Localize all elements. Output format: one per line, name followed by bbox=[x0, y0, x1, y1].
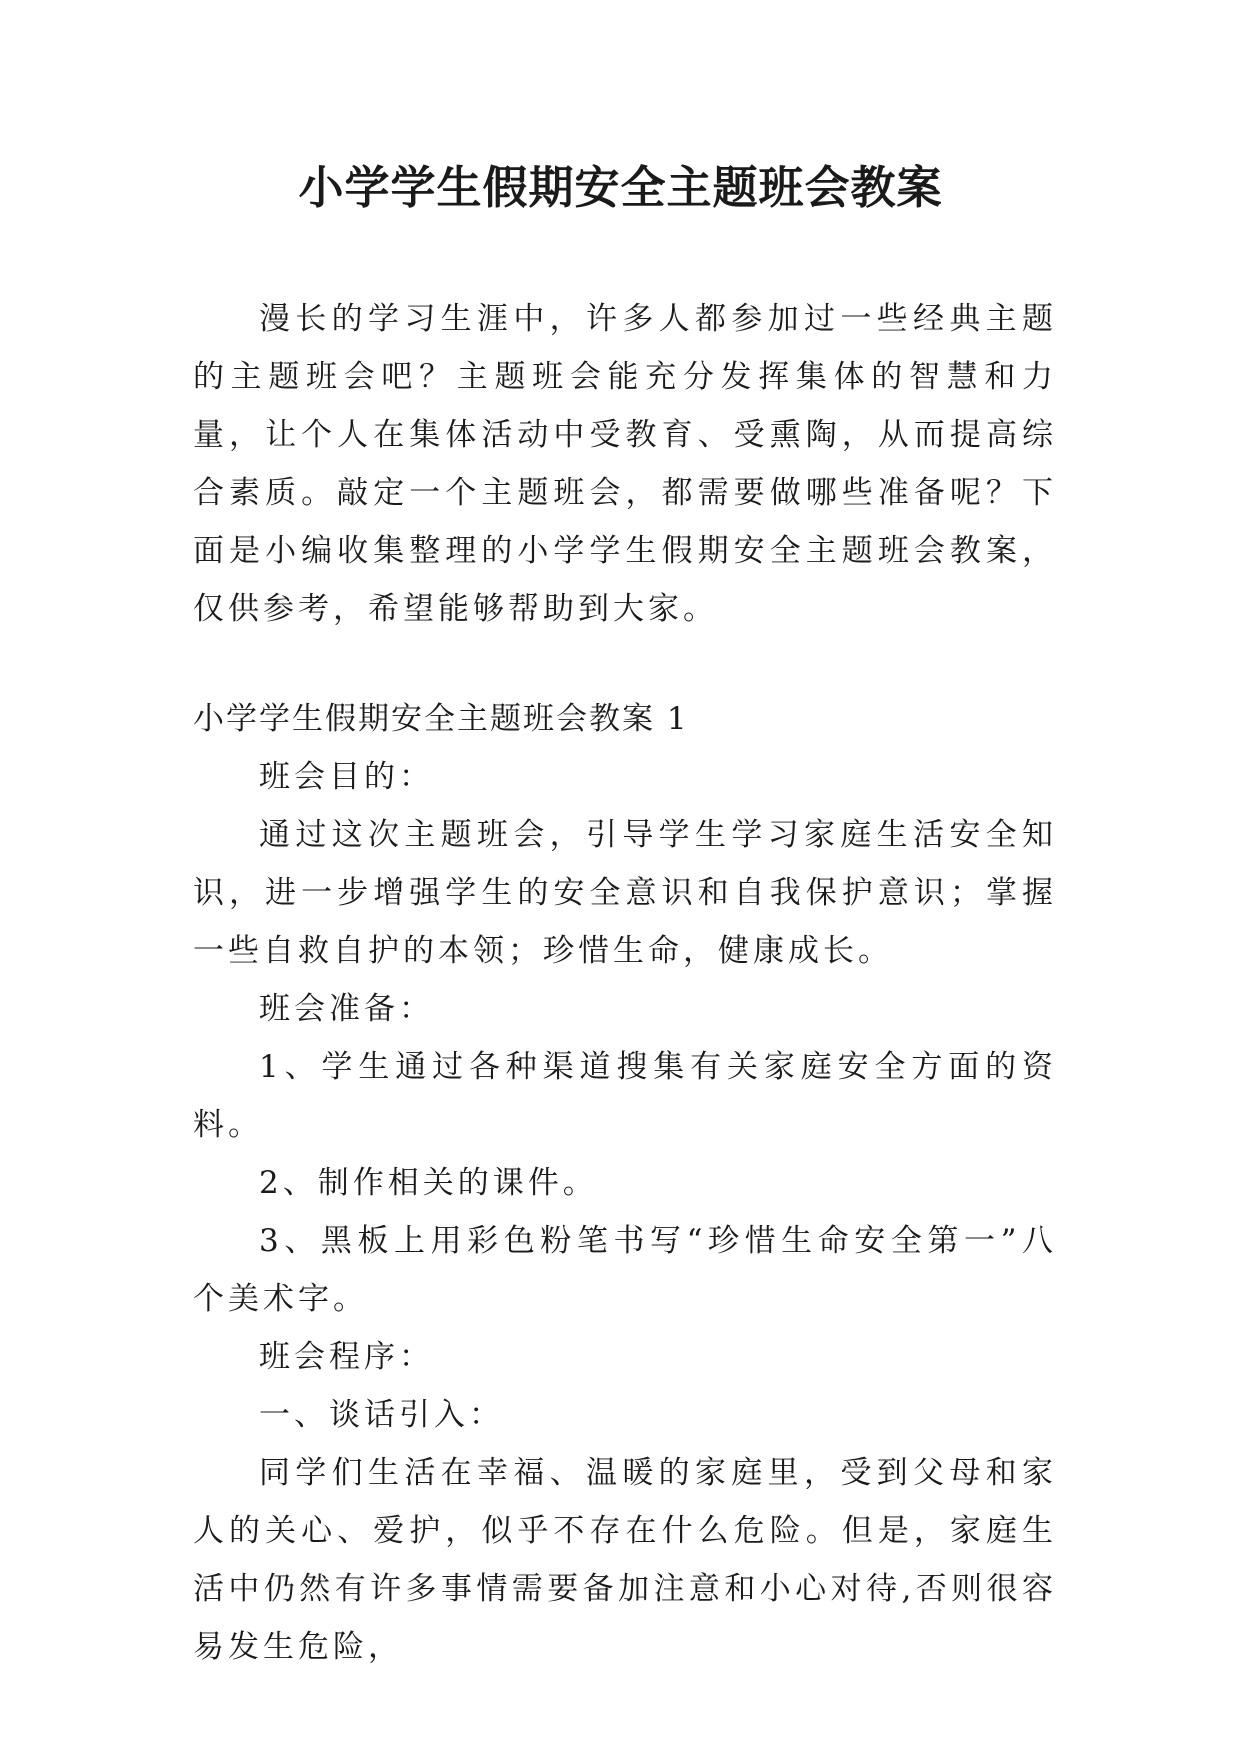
intro-paragraph: 漫长的学习生涯中，许多人都参加过一些经典主题的主题班会吧？主题班会能充分发挥集体的智慧和力量，让个人在集体活动中受教育、受熏陶，从而提高综合素质。敲定一个主题班会，都需要做哪些准备呢？下面是小编收集整理的小学学生假期安全主题班会教案，仅供参考，希望能够帮助到大家。 bbox=[193, 301, 1057, 627]
paragraph-prep-label: 班会准备： bbox=[259, 991, 434, 1027]
paragraph-procedure-label: 班会程序： bbox=[259, 1339, 434, 1375]
paragraph-goal-label: 班会目的： bbox=[259, 759, 434, 795]
lesson-plan-section bbox=[193, 690, 1057, 1676]
paragraph-prep-item-1: 1、学生通过各种渠道搜集有关家庭安全方面的资料。 bbox=[193, 1049, 1057, 1143]
document-title: 小学学生假期安全主题班会教案 bbox=[298, 161, 943, 214]
paragraph-step-1-label: 一、谈话引入： bbox=[259, 1397, 504, 1433]
section-heading: 小学学生假期安全主题班会教案 1 bbox=[193, 701, 689, 737]
paragraph-prep-item-3: 3、黑板上用彩色粉笔书写“珍惜生命安全第一”八个美术字。 bbox=[193, 1223, 1057, 1317]
paragraph-step-1-text: 同学们生活在幸福、温暖的家庭里，受到父母和家人的关心、爱护，似乎不存在什么危险。但是，家庭生活中仍然有许多事情需要备加注意和小心对待,否则很容易发生危险， bbox=[193, 1455, 1057, 1665]
paragraph-prep-item-2: 2、制作相关的课件。 bbox=[259, 1165, 598, 1201]
paragraph-goal-text: 通过这次主题班会，引导学生学习家庭生活安全知识，进一步增强学生的安全意识和自我保护意识；掌握一些自救自护的本领；珍惜生命，健康成长。 bbox=[193, 817, 1057, 969]
